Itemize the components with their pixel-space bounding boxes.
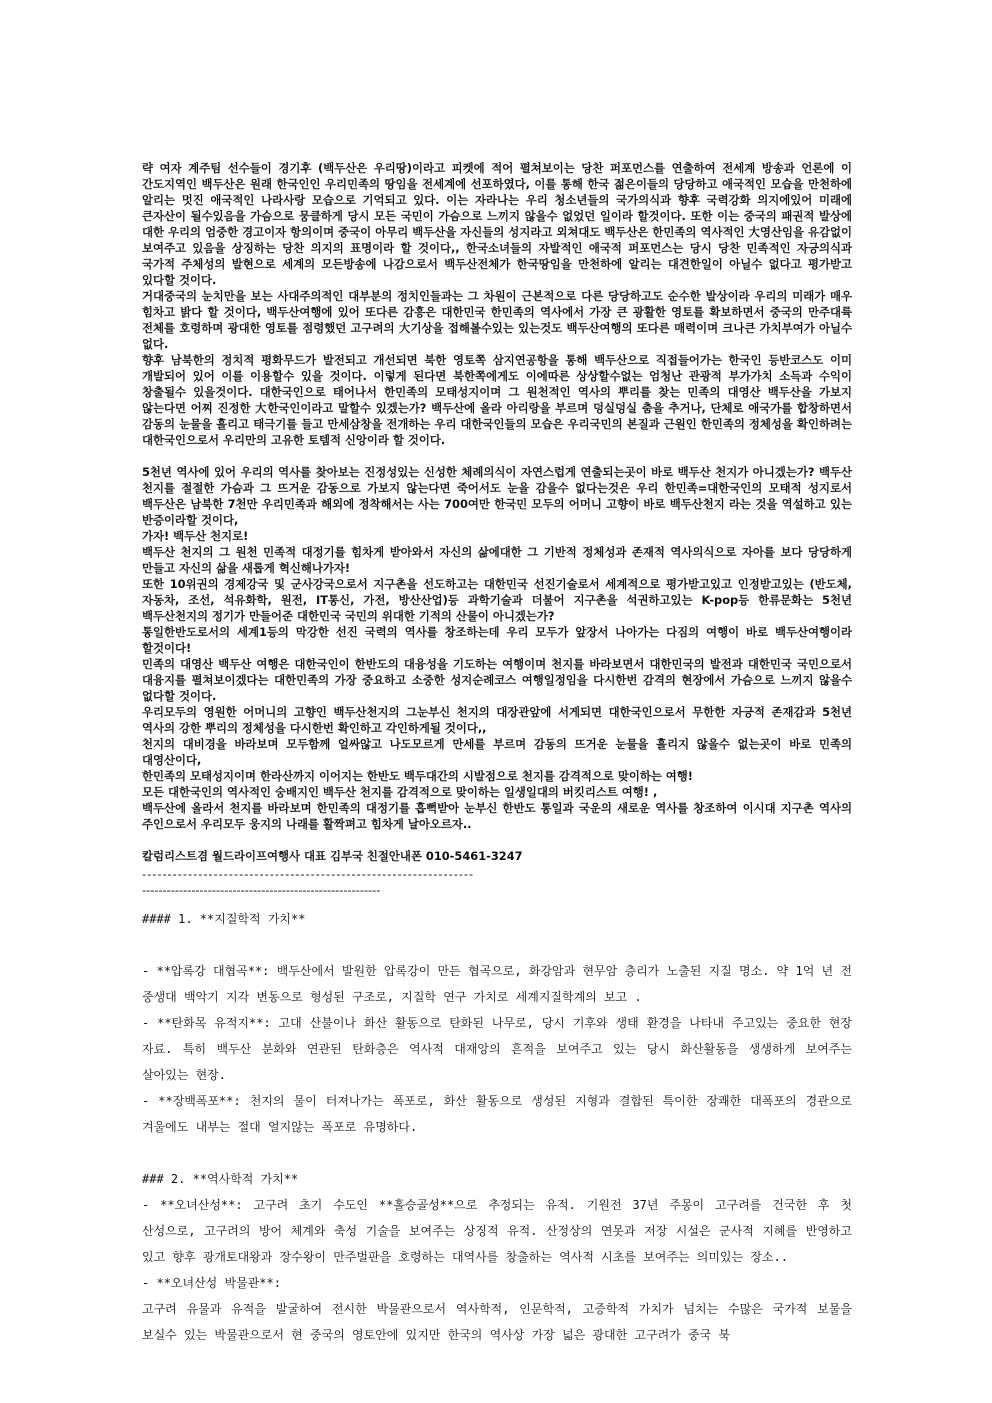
body-paragraph: 모든 대한국인의 역사적인 숭배지인 백두산 천지를 감격적으로 맞이하는 일생일대의 버킷리스트 여행! , bbox=[142, 785, 658, 799]
section-item: - **장백폭포**: 천지의 물이 터져나가는 폭포로, 화산 활동으로 생성된 지형과 결합된 특이한 장쾌한 대폭포의 경관으로 겨울에도 내부는 절대 얼지않는 폭포로 유명하다. bbox=[142, 1094, 852, 1134]
body-paragraph: 백두산에 올라서 천지를 바라보며 한민족의 대정기를 흡뻑받아 눈부신 한반도 통일과 국운의 새로운 역사를 창조하여 이시대 지구촌 역사의 주인으로서 우리모두 웅지의 나래를 활짝펴고 힘차게 날아오르자.. bbox=[142, 801, 852, 831]
section-heading: #### 1. **지질학적 가치** bbox=[142, 912, 306, 926]
body-paragraph: 략 여자 계주팀 선수들이 경기후 (백두산은 우리땅)이라고 피켓에 적어 펼쳐보이는 당찬 퍼포먼스를 연출하여 전세계 방송과 언론에 이 간도지역인 백두산은 원래 한국인인 우리민족의 땅임을 전세계에 선포하였다, 이를 통해 한국 젊은이들의 당당하고 애국적인 모습을 만천하에 알리는 멋진 애국적인 나라사랑 모습으로 기억되고 있다. 이는 자라나는 우리 청소년들의 국가의식과 향후 국력강화 의지에있어 미래에 큰자산이 될수있음을 가슴으로 뭉클하게 당시 모든 국민이 가슴으로 느끼지 않을수 없었던 일이라 할것이다. 또한 이는 중국의 패권적 발상에 대한 우리의 엄중한 경고이자 항의이며 중국이 아무리 백두산을 자신들의 성지라고 외쳐대도 백두산은 한민족의 역사적인 大영산임을 유감없이 보여주고 있음을 상징하는 당찬 의지의 표명이라 할 것이다,, 한국소녀들의 자발적인 애국적 퍼포먼스는 당시 당찬 민족적인 자긍의식과 국가적 주체성의 발현으로 세계의 모든방송에 나감으로서 백두산전체가 한국땅임을 만천하에 알리는 대견한일이 아닐수 없다고 평가받고 있다할 것이다. bbox=[142, 161, 852, 287]
body-paragraph: 거대중국의 눈치만을 보는 사대주의적인 대부분의 정치인들과는 그 차원이 근본적으로 다른 당당하고도 순수한 발상이라 우리의 미래가 매우 힘차고 밝다 할 것이다, 백두산여행에 있어 또다른 감흥은 대한민국 한민족의 역사에서 가장 큰 광활한 영토를 확보하면서 중국의 만주대륙 전체를 호령하며 광대한 영토를 점령했던 고구려의 大기상을 접해볼수있는 있는것도 백두산여행의 또다른 매력이며 크나큰 가치부여가 아닐수 없다. bbox=[142, 289, 852, 351]
section-item: - **압록강 대협곡**: 백두산에서 발원한 압록강이 만든 협곡으로, 화강암과 현무암 층리가 노출된 지질 명소. 약 1억 년 전 중생대 백악기 지각 변동으로 형성된 구조로, 지질학 연구 가치로 세계지질학계의 보고 . bbox=[142, 964, 852, 1004]
section-item: - **오녀산성 박물관**: bbox=[142, 1276, 281, 1290]
section-item: 고구려 유물과 유적을 발굴하여 전시한 박물관으로서 역사학적, 인문학적, 고증학적 가치가 넘치는 수많은 국가적 보물을 보실수 있는 박물관으로서 현 중국의 영토안에 있지만 한국의 역사상 가장 넓은 광대한 고구려가 중국 북 bbox=[142, 1302, 852, 1342]
body-paragraph: 향후 남북한의 정치적 평화무드가 발전되고 개선되면 북한 영토쪽 삼지연공항을 통해 백두산으로 직접들어가는 한국인 등반코스도 이미 개발되어 있어 이를 이용할수 있을 것이다. 이렇게 된다면 북한쪽에게도 이에따른 상상할수없는 엄청난 관광적 부가가치 소득과 수익이 창출될수 있을것이다. 대한국인으로 태어나서 한민족의 모태성지이며 그 원천적인 역사의 뿌리를 찾는 민족의 대영산 백두산을 가보지 않는다면 어찌 진정한 大한국인이라고 말할수 있겠는가? 백두산에 올라 아리랑을 부르며 덩실덩실 춤을 추거나, 단체로 애국가를 합창하면서 감동의 눈물을 흘리고 태극기를 들고 만세삼창을 전개하는 우리 대한국인들의 모습은 우리국민의 본질과 근원인 한민족의 정체성을 확인하려는 대한국인으로서 우리만의 고유한 토템적 신앙이라 할 것이다. bbox=[142, 353, 852, 447]
document-page bbox=[142, 160, 852, 1348]
blank-line bbox=[142, 1140, 852, 1166]
section-geology bbox=[142, 906, 852, 1166]
blank-line bbox=[142, 932, 852, 958]
body-paragraph: 통일한반도로서의 세계1등의 막강한 선진 국력의 역사를 창조하는데 우리 모두가 앞장서 나아가는 다짐의 여행이 바로 백두산여행이라 할것이다! bbox=[142, 625, 852, 655]
body-paragraph: 백두산 천지의 그 원천 민족적 대정기를 힘차게 받아와서 자신의 삶에대한 그 기반적 정체성과 존재적 역사의식으로 자아를 보다 당당하게 만들고 자신의 삶을 새롭게 혁신해나가자! bbox=[142, 545, 852, 575]
body-paragraph: 가자! 백두산 천지로! bbox=[142, 529, 249, 543]
body-paragraph: 민족의 대영산 백두산 여행은 대한국인이 한반도의 대융성을 기도하는 여행이며 천지를 바라보면서 대한민국의 발전과 대한민국 국민으로서 대융지를 펼쳐보이겠다는 대한민족의 가장 중요하고 소중한 성지순례코스 여행일정임을 다시한번 감격의 현장에서 가슴으로 느끼지 않을수 없다할 것이다. bbox=[142, 657, 852, 703]
body-paragraph: 또한 10위권의 경제강국 및 군사강국으로서 지구촌을 선도하고는 대한민국 선진기술로서 세계적으로 평가받고있고 인정받고있는 (반도체, 자동차, 조선, 석유화학, 원전, IT통신, 가전, 방산산업)등 과학기술과 더불어 지구촌을 석권하고있는 K-pop등 한류문화는 5천년 백두산천지의 정기가 만들어준 대한민국 국민의 위대한 기적의 산물이 아니겠는가? bbox=[142, 577, 852, 623]
blank-line bbox=[142, 448, 852, 464]
body-paragraph: 5천년 역사에 있어 우리의 역사를 찾아보는 진정성있는 신성한 체례의식이 자연스럽게 연출되는곳이 바로 백두산 천지가 아니겠는가? 백두산 천지를 절절한 가슴과 그 뜨거운 감동으로 가보지 않는다면 죽어서도 눈을 감을수 없다는것은 우리 한민족=대한국인의 모태적 성지로서 백두산은 남북한 7천만 우리민족과 해외에 정착해서는 사는 700여만 한국민 모두의 어머니 고향이 바로 백두산천지 라는 것을 역설하고 있는 반증이라할 것이다, bbox=[142, 465, 852, 527]
section-item: - **탄화목 유적지**: 고대 산불이나 화산 활동으로 탄화된 나무로, 당시 기후와 생태 환경을 나타내 주고있는 중요한 현장 자료. 특히 백두산 분화와 연관된 탄화층은 역사적 대재앙의 흔적을 보여주고 있는 당시 화산활동을 생생하게 보여주는 살아있는 현장. bbox=[142, 1016, 852, 1082]
divider-line: ---------------------------------------------------------- bbox=[142, 883, 381, 897]
body-paragraph: 우리모두의 영원한 어머니의 고향인 백두산천지의 그눈부신 천지의 대장관앞에 서게되면 대한국인으로서 무한한 자긍적 존재감과 5천년 역사의 강한 뿌리의 정체성을 다시한번 확인하고 각인하게될 것이다,, bbox=[142, 705, 852, 735]
author-contact: 칼럼리스트겸 월드라이프여행사 대표 김부국 친절안내폰 010-5461-3247 bbox=[142, 849, 523, 863]
body-paragraph: 한민족의 모태성지이며 한라산까지 이어지는 한반도 백두대간의 시발점으로 천지를 감격적으로 맞이하는 여행! bbox=[142, 769, 694, 783]
divider-line: ----------------------------------------------------------------- bbox=[142, 867, 475, 881]
section-history bbox=[142, 1166, 852, 1348]
section-item: - **오녀산성**: 고구려 초기 수도인 **홀승골성**으로 추정되는 유적. 기원전 37년 주몽이 고구려를 건국한 후 첫 산성으로, 고구려의 방어 체계와 축성 기술을 보여주는 상징적 유적. 산정상의 연못과 저장 시설은 군사적 지혜를 반영하고 있고 향후 광개토대왕과 장수왕이 만주벌판을 호령하는 대역사를 창출하는 역사적 시초를 보여주는 의미있는 장소.. bbox=[142, 1198, 852, 1264]
section-heading: ### 2. **역사학적 가치** bbox=[142, 1172, 299, 1186]
body-paragraph: 천지의 대비경을 바라보며 모두함께 얼싸않고 나도모르게 만세를 부르며 감동의 뜨거운 눈물을 흘리지 않을수 없는곳이 바로 민족의 대영산이다, bbox=[142, 737, 852, 767]
